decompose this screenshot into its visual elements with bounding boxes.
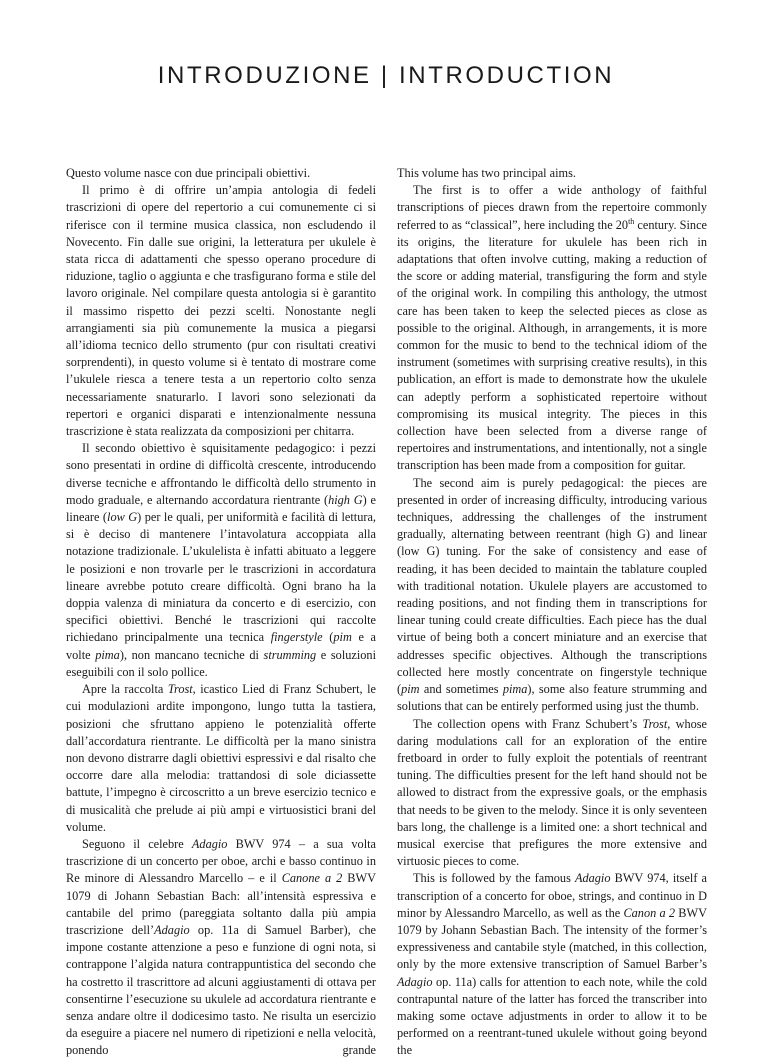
english-paragraph: This is followed by the famous Adagio BWV 974, itself a transcription of a concerto for oboe, strings, and continuo in D minor by Alessandro Marcello, as well as the Canon a 2 BWV 1079 by Johann Sebastian Bach. The intensity of the former’s expressiveness and cantabile style (matched, in this collection, only by the more extensive transcription of Samuel Barber’s Adagio op. 11a) calls for attention to each note, while the cold contrapuntal nature of the latter has forced the transcriber into making some octave adjustments in order to allow it to be performed on a reentrant-tuned ukulele without going beyond the: [397, 871, 707, 1058]
italian-paragraph: Il primo è di offrire un’ampia antologia di fedeli trascrizioni di opere del repertorio a cui comunemente ci si riferisce con il termine musica classica, non escludendo il Novecento. Fin dalle sue origini, la letteratura per ukulele è stata ricca di adattamenti che spesso operano procedure di riduzione, taglio o aggiunta e che trasfigurano forma e stile del lavoro originale. Nel compilare questa antologia si è garantito il massimo rispetto dei pezzi scelti. Nonostante negli arrangiamenti sia più comunemente la musica a piegarsi all’idioma tecnico dello strumento (pur con risultati creativi sorprendenti), in questo volume si è tentato di mostrare come l’ukulele riesca a tenere testa a un repertorio colto senza necessariamente snaturarlo. I lavori sono selezionati da repertori e organici disparati e intenzionalmente nessuna trascrizione è stata realizzata da composizioni per chitarra.: [66, 183, 376, 439]
english-paragraph: The second aim is purely pedagogical: the pieces are presented in order of increasing difficulty, introducing various techniques, addressing the challenges of the instrument gradually, alternating between reentrant (high G) and linear (low G) tuning. For the sake of consistency and ease of reading, it has been decided to maintain the tablature coupled with traditional notation. Ukulele players are accustomed to reading positions, and not finding them in transcriptions for linear tuning could create difficulties. Each piece has the dual virtue of being both a concert miniature and an exercise that addresses specific objectives. Although the transcriptions collected here mostly concentrate on fingerstyle technique (pim and sometimes pima), some also feature strumming and solutions that can be entirely performed using just the thumb.: [397, 475, 708, 714]
english-column: [397, 165, 707, 1060]
italian-paragraph: Il secondo obiettivo è squisitamente pedagogico: i pezzi sono presentati in ordine di difficoltà crescente, introducendo diverse tecniche e affrontando le difficoltà dello strumento in modo graduale, e alternando accordatura rientrante (high G) e lineare (low G) per le quali, per uniformità e facilità di lettura, si è deciso di mantenere l’intavolatura accoppiata alla notazione tradizionale. L’ukulelista è infatti abituato a leggere le posizioni e non trovarle per le trascrizioni in accordatura lineare avrebbe potuto creare difficoltà. Ogni brano ha la doppia valenza di miniatura da concerto e di esercizio, con specifici obiettivi. Benché le trascrizioni qui raccolte richiedano principalmente una tecnica fingerstyle (pim e a volte pima), non mancano tecniche di strumming e soluzioni eseguibili con il solo pollice.: [66, 441, 376, 679]
english-paragraph: The first is to offer a wide anthology of faithful transcriptions of pieces drawn from the repertoire commonly referred to as “classical”, here including the 20th century. Since its origins, the literature for ukulele has been rich in adaptations that often involve cutting, making a reduction of the score or adding material, transfiguring the form and style of the original work. In compiling this anthology, the utmost care has been taken to keep the selected pieces as close as possible to the original. Although, in arrangements, it is more common for the music to bend to the technical idiom of the instrument (sometimes with surprising creative results), in this publication, an effort is made to demonstrate how the ukulele can adeptly perform a sophisticated repertoire without compromising its musical integrity. The pieces in this collection have been selected from a diverse range of repertoires and instrumentations, and intentionally, not a single transcription has been made from a composition for guitar.: [397, 183, 707, 473]
english-paragraph: This volume has two principal aims.: [397, 166, 576, 180]
italian-paragraph: Seguono il celebre Adagio BWV 974 – a sua volta trascrizione di un concerto per oboe, archi e basso continuo in Re minore di Alessandro Marcello – e il Canone a 2 BWV 1079 di Johann Sebastian Bach: all’intensità espressiva e cantabile del primo (pareggiata soltanto dalla più ampia trascrizione dell’Adagio op. 11a di Samuel Barber), che impone costante attenzione a peso e funzione di ogni nota, si contrappone l’algida natura contrappuntistica del secondo che ha costretto il trascrittore ad alcuni aggiustamenti di ottava per consentirne l’esecuzione su ukulele ad accordatura rientrante e senza andare oltre il dodicesimo tasto. Ne risulta un esercizio da eseguire a piacere nel numero di ripetizioni e nella velocità, ponendo grande: [66, 836, 376, 1058]
italian-column: [66, 165, 376, 1060]
english-paragraph: The collection opens with Franz Schubert’s Trost, whose daring modulations call for an exploration of the entire fretboard in order to fully exploit the potentials of reentrant tuning. The difficulties present for the left hand should not be allowed to distract from the expressive goals, or the emphasis that needs to be given to the melody. Since it is only seventeen bars long, the challenge is a limited one: a short technical and musical exercise that prefigures the more extensive and virtuosic pieces to come.: [397, 716, 707, 869]
italian-paragraph: Apre la raccolta Trost, icastico Lied di Franz Schubert, le cui modulazioni ardite impongono, lungo tutta la tastiera, posizioni che sfruttano appieno le potenzialità offerte dall’accordatura rientrante. Le difficoltà per la mano sinistra non devono distrarre dagli obiettivi espressivi e dal risalto che occorre dare alla melodia: trattandosi di sole diciassette battute, l’impegno è circoscritto a un breve esercizio tecnico e di musicalità che prelude ai più ampi e virtuosistici brani del volume.: [66, 682, 376, 834]
page-title: INTRODUZIONE | INTRODUCTION: [157, 62, 615, 89]
italian-paragraph: Questo volume nasce con due principali obiettivi.: [66, 166, 311, 180]
